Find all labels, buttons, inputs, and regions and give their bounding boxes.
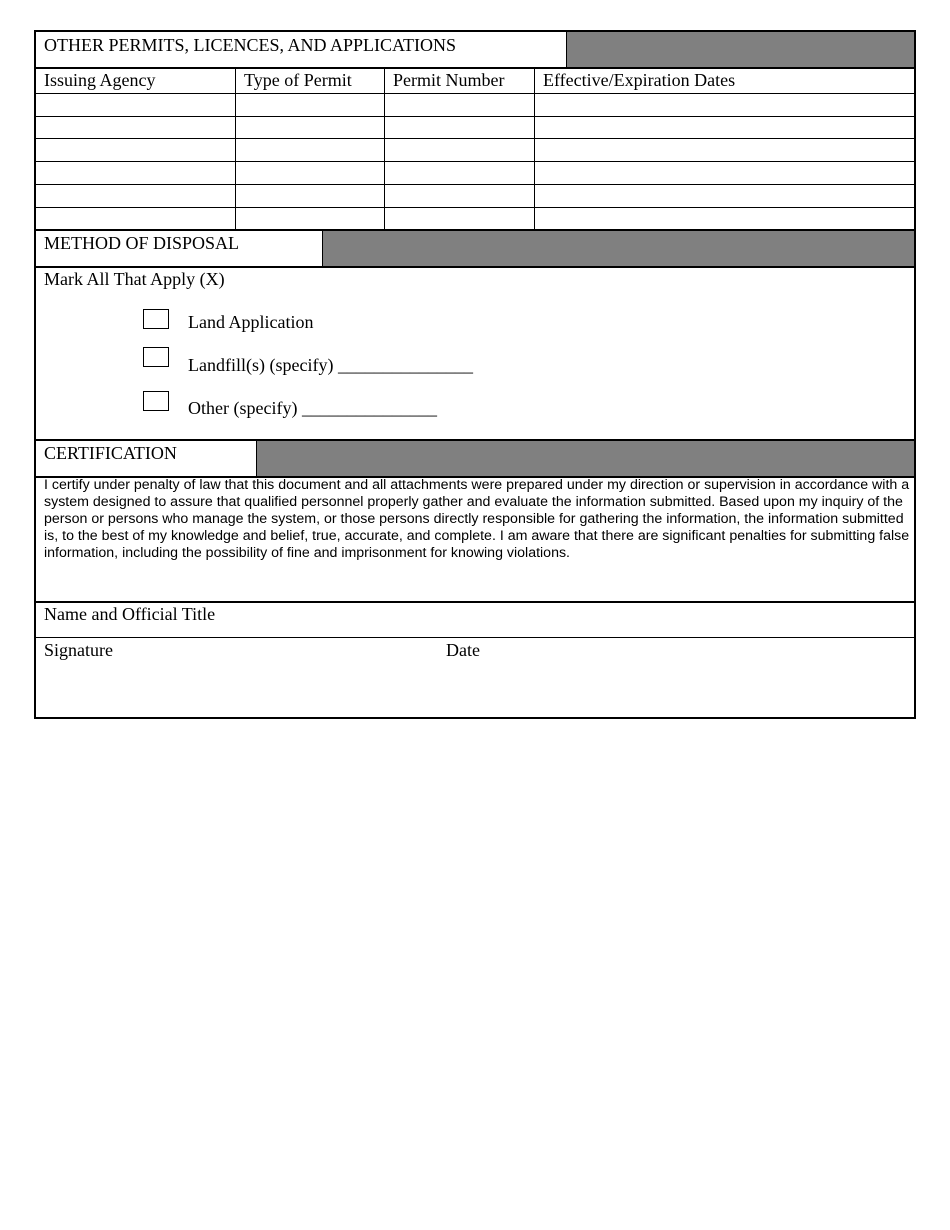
date-field[interactable] — [446, 662, 914, 717]
date-label: Date — [446, 640, 480, 660]
disposal-section-title: METHOD OF DISPOSAL — [44, 233, 240, 253]
column-header-issuing-agency: Issuing Agency — [44, 70, 156, 90]
permit-cell-issuing-agency[interactable] — [36, 118, 235, 138]
permits-section-title: OTHER PERMITS, LICENCES, AND APPLICATIONS — [44, 35, 457, 55]
permit-cell-issuing-agency[interactable] — [36, 95, 235, 116]
permits-header-shade — [566, 32, 914, 67]
permit-cell-dates[interactable] — [535, 95, 914, 116]
disposal-instruction: Mark All That Apply (X) — [44, 269, 225, 289]
permit-cell-issuing-agency[interactable] — [36, 140, 235, 161]
land-application-label: Land Application — [188, 312, 314, 332]
permit-cell-type-of-permit[interactable] — [236, 140, 384, 161]
permit-cell-permit-number[interactable] — [385, 140, 534, 161]
other-disposal-checkbox[interactable] — [143, 391, 169, 411]
name-title-field[interactable] — [266, 603, 914, 636]
permit-form — [34, 30, 916, 719]
permit-cell-type-of-permit[interactable] — [236, 163, 384, 184]
row-divider — [36, 184, 914, 185]
permit-cell-permit-number[interactable] — [385, 186, 534, 207]
divider — [36, 67, 914, 69]
row-divider — [36, 93, 914, 94]
certification-header-shade — [256, 441, 914, 476]
landfill-label: Landfill(s) (specify) _______________ — [188, 355, 473, 375]
permit-cell-permit-number[interactable] — [385, 163, 534, 184]
certification-statement: I certify under penalty of law that this document and all attachments were prepared under my direction or supervision in accordance with a system designed to assure that qualified personnel properly gather and evaluate the information submitted. Based upon my inquiry of the person or persons who manage the system, or those persons directly responsible for gathering the information, the information submitted is, to the best of my knowledge and belief, true, accurate, and complete. I am aware that there are significant penalties for submitting false information, including the possibility of fine and imprisonment for knowing violations. — [44, 477, 910, 561]
signature-field[interactable] — [36, 662, 436, 717]
permit-cell-issuing-agency[interactable] — [36, 209, 235, 229]
permit-cell-permit-number[interactable] — [385, 95, 534, 116]
column-header-permit-number: Permit Number — [393, 70, 505, 90]
row-divider — [36, 138, 914, 139]
permit-cell-permit-number[interactable] — [385, 118, 534, 138]
disposal-header-shade — [322, 231, 914, 266]
row-divider — [36, 116, 914, 117]
certification-section-title: CERTIFICATION — [44, 443, 177, 463]
permit-cell-dates[interactable] — [535, 118, 914, 138]
permit-cell-issuing-agency[interactable] — [36, 163, 235, 184]
other-disposal-label: Other (specify) _______________ — [188, 398, 437, 418]
permit-cell-permit-number[interactable] — [385, 209, 534, 229]
divider — [36, 637, 914, 638]
permit-cell-type-of-permit[interactable] — [236, 186, 384, 207]
permit-cell-type-of-permit[interactable] — [236, 209, 384, 229]
permit-cell-type-of-permit[interactable] — [236, 95, 384, 116]
divider — [36, 266, 914, 268]
landfill-checkbox[interactable] — [143, 347, 169, 367]
land-application-checkbox[interactable] — [143, 309, 169, 329]
column-header-effective-expiration-dates: Effective/Expiration Dates — [543, 70, 736, 90]
name-title-label: Name and Official Title — [44, 604, 216, 624]
permit-cell-issuing-agency[interactable] — [36, 186, 235, 207]
signature-label: Signature — [44, 640, 113, 660]
permit-cell-dates[interactable] — [535, 163, 914, 184]
permit-cell-dates[interactable] — [535, 140, 914, 161]
permit-cell-dates[interactable] — [535, 209, 914, 229]
permit-cell-type-of-permit[interactable] — [236, 118, 384, 138]
row-divider — [36, 207, 914, 208]
permit-cell-dates[interactable] — [535, 186, 914, 207]
column-header-type-of-permit: Type of Permit — [244, 70, 352, 90]
row-divider — [36, 161, 914, 162]
